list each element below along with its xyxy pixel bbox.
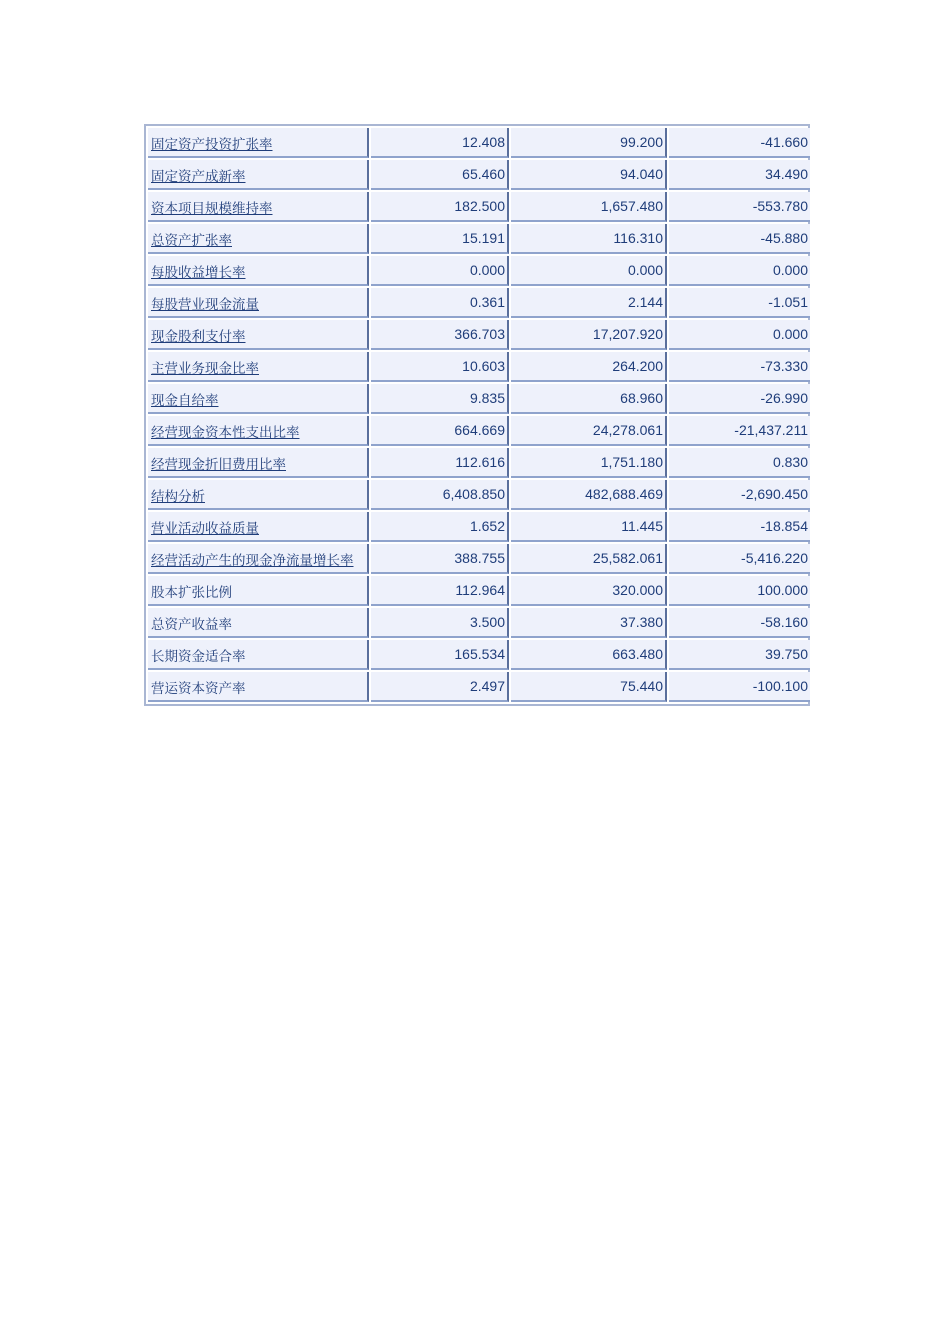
ratio-name-cell <box>148 320 369 350</box>
ratio-name-link[interactable]: 结构分析 <box>151 489 205 505</box>
value-cell-2: 482,688.469 <box>511 480 667 510</box>
value-cell-2: 11.445 <box>511 512 667 542</box>
ratio-name-cell <box>148 672 369 702</box>
ratio-name-label: 长期资金适合率 <box>151 649 246 665</box>
value-cell-2: 264.200 <box>511 352 667 382</box>
value-cell-1: 664.669 <box>371 416 509 446</box>
value-cell-3: -100.100 <box>669 672 810 702</box>
table-row <box>148 128 810 158</box>
value-cell-3: -41.660 <box>669 128 810 158</box>
ratio-name-link[interactable]: 经营现金资本性支出比率 <box>151 425 300 441</box>
ratio-name-cell <box>148 256 369 286</box>
table-row <box>148 416 810 446</box>
value-cell-3: -1.051 <box>669 288 810 318</box>
ratio-name-link[interactable]: 资本项目规模维持率 <box>151 201 273 217</box>
value-cell-1: 366.703 <box>371 320 509 350</box>
ratio-name-cell <box>148 512 369 542</box>
value-cell-3: 0.000 <box>669 320 810 350</box>
ratio-name-link[interactable]: 经营活动产生的现金净流量增长率 <box>151 553 354 569</box>
table-row <box>148 576 810 606</box>
ratio-name-cell <box>148 384 369 414</box>
ratio-name-cell <box>148 640 369 670</box>
value-cell-1: 2.497 <box>371 672 509 702</box>
value-cell-3: -26.990 <box>669 384 810 414</box>
value-cell-3: -5,416.220 <box>669 544 810 574</box>
table-body <box>148 128 810 702</box>
table-row <box>148 640 810 670</box>
value-cell-2: 94.040 <box>511 160 667 190</box>
value-cell-3: -21,437.211 <box>669 416 810 446</box>
value-cell-3: -2,690.450 <box>669 480 810 510</box>
ratio-name-link[interactable]: 主营业务现金比率 <box>151 361 259 377</box>
ratio-name-link[interactable]: 总资产扩张率 <box>151 233 232 249</box>
value-cell-2: 663.480 <box>511 640 667 670</box>
value-cell-2: 1,751.180 <box>511 448 667 478</box>
value-cell-2: 116.310 <box>511 224 667 254</box>
ratio-name-cell <box>148 448 369 478</box>
ratio-name-cell <box>148 160 369 190</box>
table-row <box>148 320 810 350</box>
value-cell-1: 112.964 <box>371 576 509 606</box>
ratio-name-cell <box>148 192 369 222</box>
value-cell-3: 100.000 <box>669 576 810 606</box>
table-row <box>148 288 810 318</box>
value-cell-1: 165.534 <box>371 640 509 670</box>
value-cell-2: 2.144 <box>511 288 667 318</box>
table-row <box>148 480 810 510</box>
value-cell-3: -45.880 <box>669 224 810 254</box>
table-row <box>148 160 810 190</box>
value-cell-3: 39.750 <box>669 640 810 670</box>
value-cell-1: 10.603 <box>371 352 509 382</box>
ratio-name-label: 营运资本资产率 <box>151 681 246 697</box>
ratio-name-cell <box>148 416 369 446</box>
ratio-name-cell <box>148 352 369 382</box>
table-row <box>148 672 810 702</box>
ratio-name-cell <box>148 480 369 510</box>
ratio-name-link[interactable]: 现金自给率 <box>151 393 219 409</box>
value-cell-1: 1.652 <box>371 512 509 542</box>
value-cell-1: 9.835 <box>371 384 509 414</box>
value-cell-1: 3.500 <box>371 608 509 638</box>
table-row <box>148 544 810 574</box>
value-cell-3: -18.854 <box>669 512 810 542</box>
ratio-name-cell <box>148 128 369 158</box>
financial-ratio-table <box>146 126 812 704</box>
table-row <box>148 608 810 638</box>
table-row <box>148 512 810 542</box>
value-cell-3: 34.490 <box>669 160 810 190</box>
value-cell-2: 99.200 <box>511 128 667 158</box>
value-cell-1: 0.361 <box>371 288 509 318</box>
ratio-name-cell <box>148 576 369 606</box>
table-row <box>148 224 810 254</box>
value-cell-2: 24,278.061 <box>511 416 667 446</box>
value-cell-1: 65.460 <box>371 160 509 190</box>
financial-ratio-table-container <box>144 124 810 706</box>
value-cell-1: 0.000 <box>371 256 509 286</box>
value-cell-2: 25,582.061 <box>511 544 667 574</box>
value-cell-2: 17,207.920 <box>511 320 667 350</box>
ratio-name-link[interactable]: 每股营业现金流量 <box>151 297 259 313</box>
value-cell-3: -553.780 <box>669 192 810 222</box>
ratio-name-cell <box>148 288 369 318</box>
ratio-name-link[interactable]: 经营现金折旧费用比率 <box>151 457 286 473</box>
value-cell-3: 0.000 <box>669 256 810 286</box>
ratio-name-cell <box>148 224 369 254</box>
ratio-name-label: 总资产收益率 <box>151 617 232 633</box>
ratio-name-link[interactable]: 营业活动收益质量 <box>151 521 259 537</box>
value-cell-1: 12.408 <box>371 128 509 158</box>
value-cell-2: 37.380 <box>511 608 667 638</box>
ratio-name-link[interactable]: 固定资产成新率 <box>151 169 246 185</box>
table-row <box>148 384 810 414</box>
value-cell-1: 6,408.850 <box>371 480 509 510</box>
table-row <box>148 352 810 382</box>
ratio-name-link[interactable]: 每股收益增长率 <box>151 265 246 281</box>
ratio-name-cell <box>148 544 369 574</box>
value-cell-1: 388.755 <box>371 544 509 574</box>
value-cell-2: 1,657.480 <box>511 192 667 222</box>
value-cell-3: -73.330 <box>669 352 810 382</box>
value-cell-3: -58.160 <box>669 608 810 638</box>
value-cell-2: 68.960 <box>511 384 667 414</box>
table-row <box>148 448 810 478</box>
value-cell-2: 0.000 <box>511 256 667 286</box>
table-row <box>148 256 810 286</box>
ratio-name-link[interactable]: 现金股利支付率 <box>151 329 246 345</box>
value-cell-1: 15.191 <box>371 224 509 254</box>
value-cell-2: 75.440 <box>511 672 667 702</box>
value-cell-1: 182.500 <box>371 192 509 222</box>
value-cell-1: 112.616 <box>371 448 509 478</box>
value-cell-2: 320.000 <box>511 576 667 606</box>
table-row <box>148 192 810 222</box>
ratio-name-label: 股本扩张比例 <box>151 585 232 601</box>
ratio-name-cell <box>148 608 369 638</box>
value-cell-3: 0.830 <box>669 448 810 478</box>
ratio-name-link[interactable]: 固定资产投资扩张率 <box>151 137 273 153</box>
